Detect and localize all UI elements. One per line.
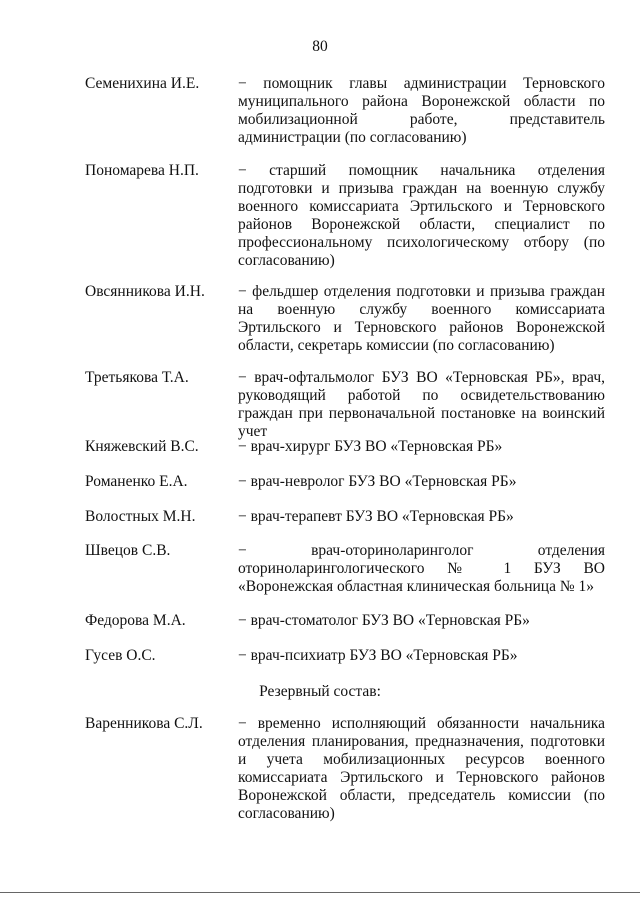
member-name: Овсянникова И.Н. [85,283,205,300]
member-role: − врач-невролог БУЗ ВО «Терновская РБ» [238,473,517,490]
member-role: − старший помощник начальника отделения подготовки и призыва граждан на военную службу военного комиссариата Эртильского и Терновского районов Воронежской области, специалист по профессиональному психологическому отбору (по согласованию) [238,162,605,269]
member-name: Федорова М.А. [85,612,186,629]
member-role: − фельдшер отделения подготовки и призыва граждан на военную службу военного комиссариата Эртильского и Терновского районов Воронежской области, секретарь комиссии (по согласованию) [238,283,605,354]
member-name: Варенникова С.Л. [85,715,203,732]
member-role: − врач-стоматолог БУЗ ВО «Терновская РБ» [238,612,530,629]
member-role: − врач-психиатр БУЗ ВО «Терновская РБ» [238,647,518,664]
member-name: Романенко Е.А. [85,473,188,490]
member-name: Гусев О.С. [85,647,156,664]
member-name: Княжевский В.С. [85,438,199,455]
member-role: − врач-терапевт БУЗ ВО «Терновская РБ» [238,508,514,525]
reserve-section-title: Резервный состав: [259,683,381,700]
member-name: Третьякова Т.А. [85,369,189,386]
member-name: Пономарева Н.П. [85,162,199,179]
member-role: − врач-хирург БУЗ ВО «Терновская РБ» [238,438,503,455]
page-number: 80 [312,38,328,55]
member-name: Волостных М.Н. [85,508,196,525]
member-name: Швецов С.В. [85,542,171,559]
member-role: − помощник главы администрации Терновского муниципального района Воронежской области по мобилизационной работе, представитель администрации (по согласованию) [238,75,605,146]
member-role: − временно исполняющий обязанности начальника отделения планирования, предназначения, подготовки и учета мобилизационных ресурсов военного комиссариата Эртильского и Терновского районов Воронежской области, председатель комиссии (по согласованию) [238,715,605,822]
member-name: Семенихина И.Е. [85,75,200,92]
bottom-divider [0,892,640,893]
member-role: − врач-оториноларинголог отделения оториноларингологического № 1 БУЗ ВО «Воронежская областная клиническая больница № 1» [238,542,605,595]
member-role: − врач-офтальмолог БУЗ ВО «Терновская РБ», врач, руководящий работой по освидетельствованию граждан при первоначальной постановке на воинский учет [238,369,605,440]
